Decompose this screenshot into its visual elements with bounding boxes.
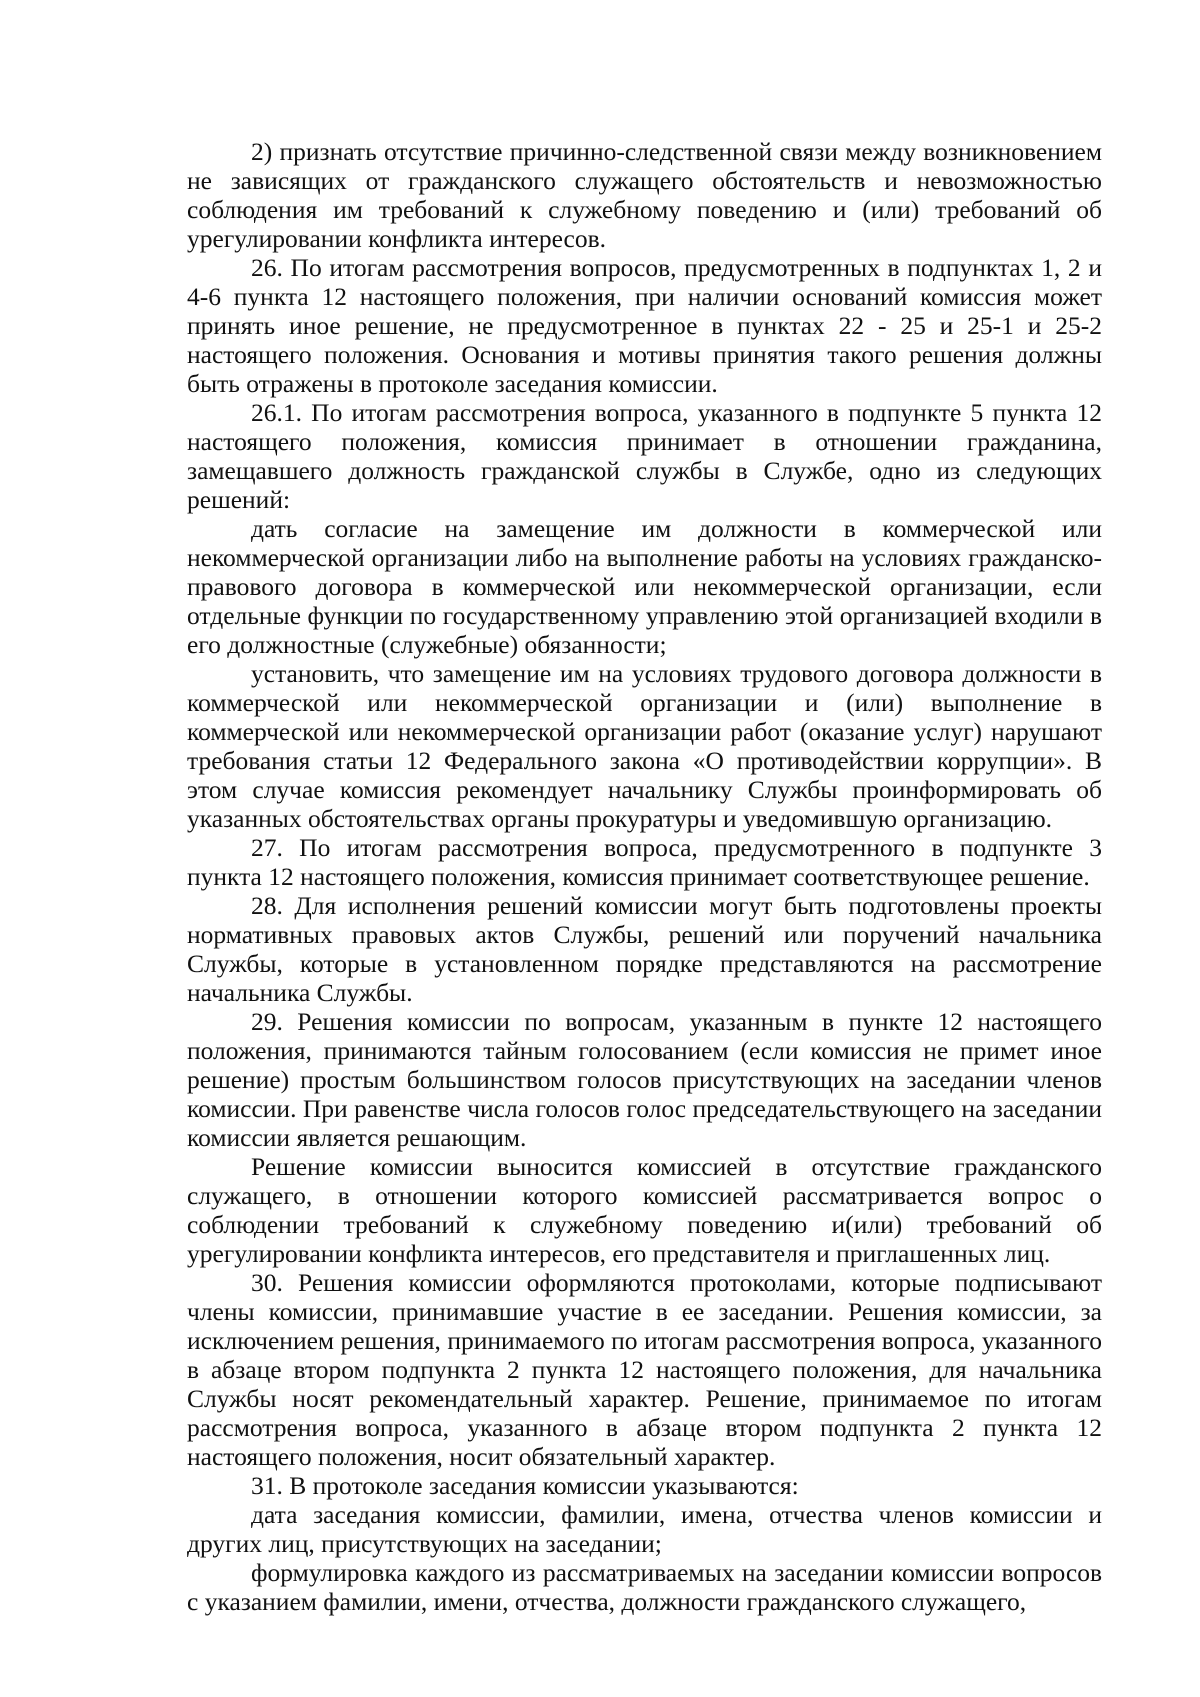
paragraph-26-1-option-violation: установить, что замещение им на условиях трудового договора должности в коммерческой или некоммерческой организации и (или) выполнение в коммерческой или некоммерческой организации работ (оказание услуг) нарушают требования статьи 12 Федерального закона «О противодействии коррупции». В этом случае комиссия рекомендует начальнику Службы проинформировать об указанных обстоятельствах органы прокуратуры и уведомившую организацию. (187, 659, 1102, 833)
paragraph-31-item-date: дата заседания комиссии, фамилии, имена, отчества членов комиссии и других лиц, присутствующих на заседании; (187, 1500, 1102, 1558)
paragraph-31: 31. В протоколе заседания комиссии указываются: (251, 1471, 799, 1500)
paragraph-item-2: 2) признать отсутствие причинно-следственной связи между возникновением не зависящих от гражданского служащего обстоятельств и невозможностью соблюдения им требований к служебному поведению и (или) требований об урегулировании конфликта интересов. (187, 137, 1102, 253)
paragraph-29-decision: Решение комиссии выносится комиссией в отсутствие гражданского служащего, в отношении которого комиссией рассматривается вопрос о соблюдении требований к служебному поведению и(или) требований об урегулировании конфликта интересов, его представителя и приглашенных лиц. (187, 1152, 1102, 1268)
paragraph-26-1: 26.1. По итогам рассмотрения вопроса, указанного в подпункте 5 пункта 12 настоящего положения, комиссия принимает в отношении гражданина, замещавшего должность гражданской службы в Службе, одно из следующих решений: (187, 398, 1102, 514)
paragraph-26: 26. По итогам рассмотрения вопросов, предусмотренных в подпунктах 1, 2 и 4-6 пункта 12 настоящего положения, при наличии оснований комиссия может принять иное решение, не предусмотренное в пунктах 22 - 25 и 25-1 и 25-2 настоящего положения. Основания и мотивы принятия такого решения должны быть отражены в протоколе заседания комиссии. (187, 253, 1102, 398)
paragraph-28: 28. Для исполнения решений комиссии могут быть подготовлены проекты нормативных правовых актов Службы, решений или поручений начальника Службы, которые в установленном порядке представляются на рассмотрение начальника Службы. (187, 891, 1102, 1007)
paragraph-31-item-wording: формулировка каждого из рассматриваемых на заседании комиссии вопросов с указанием фамилии, имени, отчества, должности гражданского служащего, (187, 1558, 1102, 1616)
paragraph-27: 27. По итогам рассмотрения вопроса, предусмотренного в подпункте 3 пункта 12 настоящего положения, комиссия принимает соответствующее решение. (187, 833, 1102, 891)
paragraph-26-1-option-consent: дать согласие на замещение им должности в коммерческой или некоммерческой организации либо на выполнение работы на условиях гражданско-правового договора в коммерческой или некоммерческой организации, если отдельные функции по государственному управлению этой организацией входили в его должностные (служебные) обязанности; (187, 514, 1102, 659)
paragraph-30: 30. Решения комиссии оформляются протоколами, которые подписывают члены комиссии, принимавшие участие в ее заседании. Решения комиссии, за исключением решения, принимаемого по итогам рассмотрения вопроса, указанного в абзаце втором подпункта 2 пункта 12 настоящего положения, для начальника Службы носят рекомендательный характер. Решение, принимаемое по итогам рассмотрения вопроса, указанного в абзаце втором подпункта 2 пункта 12 настоящего положения, носит обязательный характер. (187, 1268, 1102, 1471)
paragraph-29: 29. Решения комиссии по вопросам, указанным в пункте 12 настоящего положения, принимаются тайным голосованием (если комиссия не примет иное решение) простым большинством голосов присутствующих на заседании членов комиссии. При равенстве числа голосов голос председательствующего на заседании комиссии является решающим. (187, 1007, 1102, 1152)
document-body (187, 137, 1102, 1616)
